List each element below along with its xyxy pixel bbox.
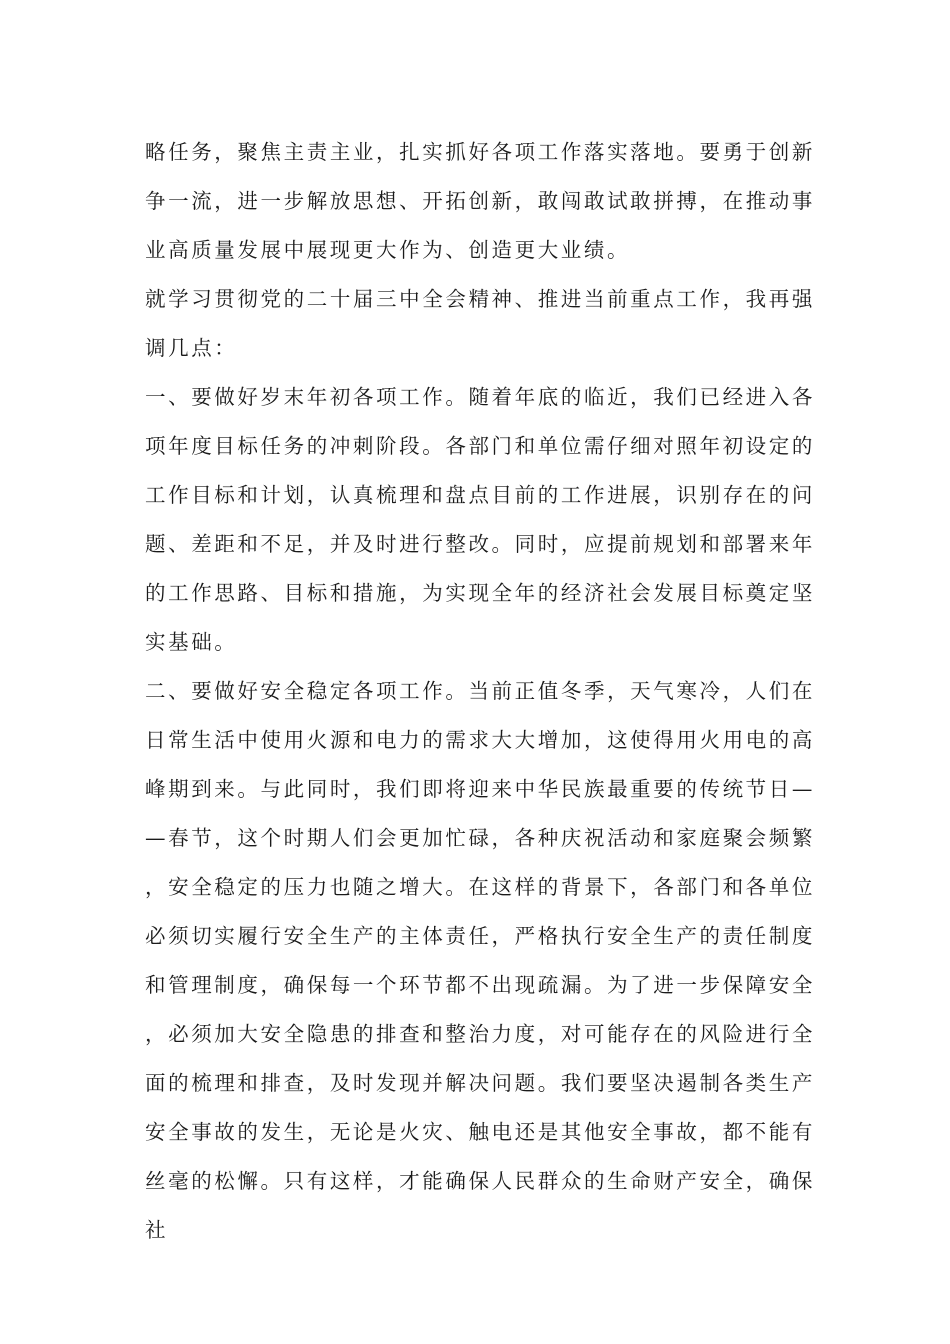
paragraph-point-one: 一、要做好岁末年初各项工作。随着年底的临近，我们已经进入各项年度目标任务的冲刺阶段。各部门和单位需仔细对照年初设定的工作目标和计划，认真梳理和盘点目前的工作进展，识别存在的问题、差距和不足，并及时进行整改。同时，应提前规划和部署来年的工作思路、目标和措施，为实现全年的经济社会发展目标奠定坚实基础。 bbox=[145, 385, 815, 654]
document-body bbox=[145, 128, 815, 1255]
paragraph-continuation: 略任务，聚焦主责主业，扎实抓好各项工作落实落地。要勇于创新争一流，进一步解放思想、开拓创新，敢闯敢试敢拼搏，在推动事业高质量发展中展现更大作为、创造更大业绩。 bbox=[145, 140, 815, 262]
paragraph-intro: 就学习贯彻党的二十届三中全会精神、推进当前重点工作，我再强调几点： bbox=[145, 287, 815, 360]
paragraph-point-two: 二、要做好安全稳定各项工作。当前正值冬季，天气寒冷，人们在日常生活中使用火源和电力的需求大大增加，这使得用火用电的高峰期到来。与此同时，我们即将迎来中华民族最重要的传统节日——春节，这个时期人们会更加忙碌，各种庆祝活动和家庭聚会频繁，安全稳定的压力也随之增大。在这样的背景下，各部门和各单位必须切实履行安全生产的主体责任，严格执行安全生产的责任制度和管理制度，确保每一个环节都不出现疏漏。为了进一步保障安全，必须加大安全隐患的排查和整治力度，对可能存在的风险进行全面的梳理和排查，及时发现并解决问题。我们要坚决遏制各类生产安全事故的发生，无论是火灾、触电还是其他安全事故，都不能有丝毫的松懈。只有这样，才能确保人民群众的生命财产安全，确保社 bbox=[145, 679, 815, 1242]
